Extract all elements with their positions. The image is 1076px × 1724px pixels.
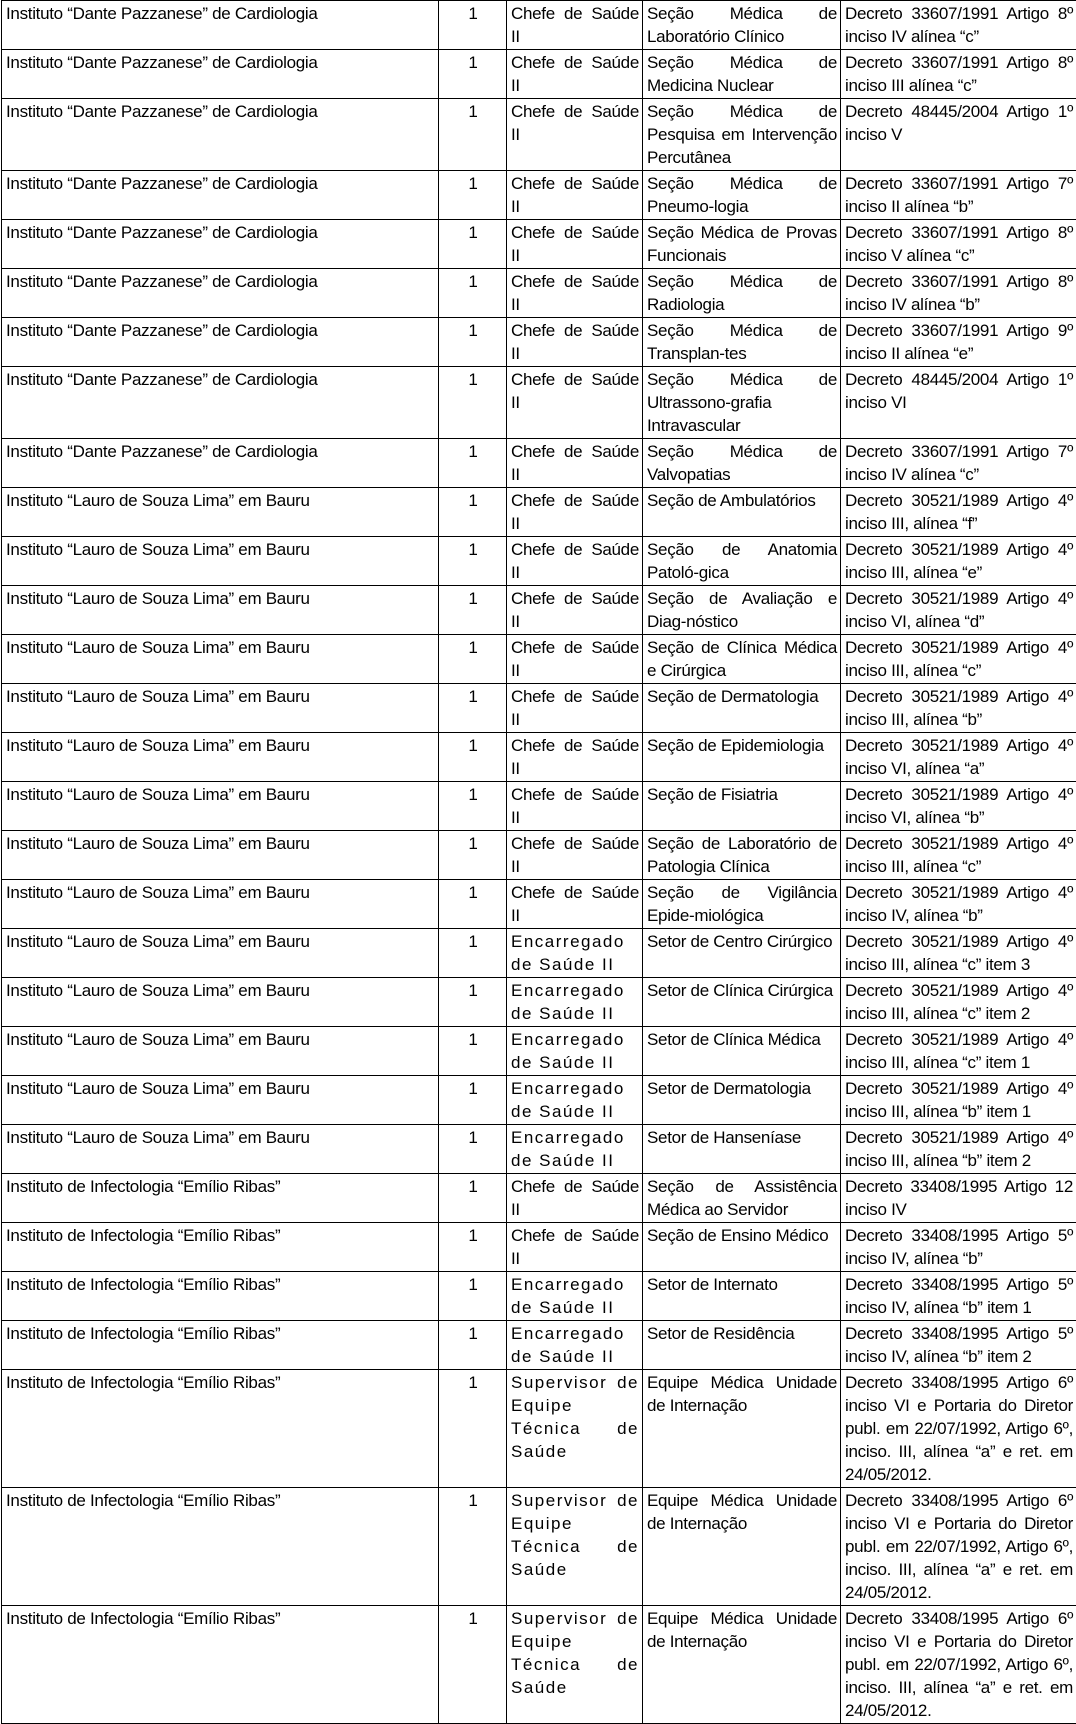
institution-cell: Instituto “Lauro de Souza Lima” em Bauru xyxy=(2,929,439,978)
institution-cell: Instituto “Dante Pazzanese” de Cardiologia xyxy=(2,171,439,220)
institution-cell: Instituto “Dante Pazzanese” de Cardiologia xyxy=(2,1,439,50)
legal-basis-cell: Decreto 33408/1995 Artigo 6º inciso VI e Portaria do Diretor publ. em 22/07/1992, Artigo 6º, inciso. III, alínea “a” e ret. em 24/05/2012. xyxy=(841,1370,1076,1488)
role-cell: Encarregado de Saúde II xyxy=(507,929,643,978)
role-cell: Encarregado de Saúde II xyxy=(507,1321,643,1370)
unit-cell: Equipe Médica Unidade de Internação xyxy=(643,1488,841,1606)
legal-basis-cell: Decreto 48445/2004 Artigo 1º inciso VI xyxy=(841,367,1076,439)
institution-cell: Instituto “Lauro de Souza Lima” em Bauru xyxy=(2,782,439,831)
quantity-cell: 1 xyxy=(439,439,507,488)
table-row xyxy=(2,1223,1076,1272)
institution-cell: Instituto “Lauro de Souza Lima” em Bauru xyxy=(2,1027,439,1076)
table-row xyxy=(2,50,1076,99)
institution-cell: Instituto de Infectologia “Emílio Ribas” xyxy=(2,1272,439,1321)
table-row xyxy=(2,99,1076,171)
quantity-cell: 1 xyxy=(439,586,507,635)
role-cell: Chefe de Saúde II xyxy=(507,318,643,367)
unit-cell: Setor de Residência xyxy=(643,1321,841,1370)
legal-basis-cell: Decreto 30521/1989 Artigo 4º inciso III, alínea “b” item 1 xyxy=(841,1076,1076,1125)
legal-basis-cell: Decreto 33607/1991 Artigo 8º inciso IV alínea “c” xyxy=(841,1,1076,50)
institution-cell: Instituto “Lauro de Souza Lima” em Bauru xyxy=(2,586,439,635)
table-row xyxy=(2,269,1076,318)
table-row xyxy=(2,220,1076,269)
unit-cell: Seção de Assistência Médica ao Servidor xyxy=(643,1174,841,1223)
quantity-cell: 1 xyxy=(439,1370,507,1488)
legal-basis-cell: Decreto 33607/1991 Artigo 8º inciso IV alínea “b” xyxy=(841,269,1076,318)
legal-basis-cell: Decreto 30521/1989 Artigo 4º inciso III, alínea “e” xyxy=(841,537,1076,586)
institution-cell: Instituto de Infectologia “Emílio Ribas” xyxy=(2,1488,439,1606)
table-row xyxy=(2,1076,1076,1125)
legal-basis-cell: Decreto 30521/1989 Artigo 4º inciso VI, alínea “b” xyxy=(841,782,1076,831)
table-row xyxy=(2,488,1076,537)
unit-cell: Seção Médica de Pneumo-logia xyxy=(643,171,841,220)
unit-cell: Seção de Epidemiologia xyxy=(643,733,841,782)
table-row xyxy=(2,635,1076,684)
institution-cell: Instituto “Lauro de Souza Lima” em Bauru xyxy=(2,1076,439,1125)
role-cell: Chefe de Saúde II xyxy=(507,831,643,880)
unit-cell: Seção de Ambulatórios xyxy=(643,488,841,537)
quantity-cell: 1 xyxy=(439,318,507,367)
table-row xyxy=(2,439,1076,488)
table-row xyxy=(2,684,1076,733)
institution-cell: Instituto “Dante Pazzanese” de Cardiologia xyxy=(2,318,439,367)
institution-cell: Instituto “Lauro de Souza Lima” em Bauru xyxy=(2,488,439,537)
quantity-cell: 1 xyxy=(439,1272,507,1321)
role-cell: Encarregado de Saúde II xyxy=(507,1125,643,1174)
institution-cell: Instituto “Lauro de Souza Lima” em Bauru xyxy=(2,684,439,733)
institution-cell: Instituto “Dante Pazzanese” de Cardiologia xyxy=(2,367,439,439)
document-sheet xyxy=(1,0,1073,1724)
quantity-cell: 1 xyxy=(439,978,507,1027)
unit-cell: Seção Médica de Transplan-tes xyxy=(643,318,841,367)
table-row xyxy=(2,1370,1076,1488)
quantity-cell: 1 xyxy=(439,831,507,880)
role-cell: Chefe de Saúde II xyxy=(507,1174,643,1223)
unit-cell: Seção Médica de Medicina Nuclear xyxy=(643,50,841,99)
table-row xyxy=(2,831,1076,880)
institution-cell: Instituto “Dante Pazzanese” de Cardiologia xyxy=(2,269,439,318)
institution-cell: Instituto “Lauro de Souza Lima” em Bauru xyxy=(2,1125,439,1174)
role-cell: Encarregado de Saúde II xyxy=(507,978,643,1027)
institution-cell: Instituto “Lauro de Souza Lima” em Bauru xyxy=(2,635,439,684)
role-cell: Chefe de Saúde II xyxy=(507,269,643,318)
unit-cell: Setor de Dermatologia xyxy=(643,1076,841,1125)
table-body xyxy=(2,1,1076,1724)
table-row xyxy=(2,171,1076,220)
table-row xyxy=(2,880,1076,929)
role-cell: Supervisor de Equipe Técnica de Saúde xyxy=(507,1370,643,1488)
unit-cell: Seção de Ensino Médico xyxy=(643,1223,841,1272)
unit-cell: Setor de Internato xyxy=(643,1272,841,1321)
quantity-cell: 1 xyxy=(439,880,507,929)
institution-cell: Instituto de Infectologia “Emílio Ribas” xyxy=(2,1223,439,1272)
unit-cell: Setor de Centro Cirúrgico xyxy=(643,929,841,978)
unit-cell: Seção Médica de Valvopatias xyxy=(643,439,841,488)
quantity-cell: 1 xyxy=(439,1125,507,1174)
institution-cell: Instituto “Lauro de Souza Lima” em Bauru xyxy=(2,880,439,929)
role-cell: Encarregado de Saúde II xyxy=(507,1076,643,1125)
institution-cell: Instituto “Lauro de Souza Lima” em Bauru xyxy=(2,978,439,1027)
quantity-cell: 1 xyxy=(439,1606,507,1724)
legal-basis-cell: Decreto 33607/1991 Artigo 7º inciso II alínea “b” xyxy=(841,171,1076,220)
institution-cell: Instituto de Infectologia “Emílio Ribas” xyxy=(2,1370,439,1488)
unit-cell: Seção de Vigilância Epide-miológica xyxy=(643,880,841,929)
role-cell: Supervisor de Equipe Técnica de Saúde xyxy=(507,1606,643,1724)
legal-basis-cell: Decreto 33607/1991 Artigo 7º inciso IV alínea “c” xyxy=(841,439,1076,488)
quantity-cell: 1 xyxy=(439,50,507,99)
table-row xyxy=(2,586,1076,635)
unit-cell: Seção Médica de Laboratório Clínico xyxy=(643,1,841,50)
quantity-cell: 1 xyxy=(439,99,507,171)
unit-cell: Seção de Dermatologia xyxy=(643,684,841,733)
role-cell: Supervisor de Equipe Técnica de Saúde xyxy=(507,1488,643,1606)
quantity-cell: 1 xyxy=(439,367,507,439)
legal-basis-cell: Decreto 30521/1989 Artigo 4º inciso III, alínea “f” xyxy=(841,488,1076,537)
legal-basis-cell: Decreto 33607/1991 Artigo 8º inciso V alínea “c” xyxy=(841,220,1076,269)
role-cell: Chefe de Saúde II xyxy=(507,439,643,488)
table-row xyxy=(2,929,1076,978)
legal-basis-cell: Decreto 48445/2004 Artigo 1º inciso V xyxy=(841,99,1076,171)
table-row xyxy=(2,1488,1076,1606)
table-row xyxy=(2,318,1076,367)
legal-basis-cell: Decreto 30521/1989 Artigo 4º inciso III, alínea “c” item 3 xyxy=(841,929,1076,978)
legal-basis-cell: Decreto 33607/1991 Artigo 9º inciso II alínea “e” xyxy=(841,318,1076,367)
unit-cell: Setor de Clínica Médica xyxy=(643,1027,841,1076)
institution-cell: Instituto “Dante Pazzanese” de Cardiologia xyxy=(2,50,439,99)
quantity-cell: 1 xyxy=(439,1076,507,1125)
legal-basis-cell: Decreto 30521/1989 Artigo 4º inciso III, alínea “b” xyxy=(841,684,1076,733)
quantity-cell: 1 xyxy=(439,782,507,831)
table-row xyxy=(2,1027,1076,1076)
legal-basis-cell: Decreto 30521/1989 Artigo 4º inciso III, alínea “b” item 2 xyxy=(841,1125,1076,1174)
legal-basis-cell: Decreto 30521/1989 Artigo 4º inciso III, alínea “c” item 1 xyxy=(841,1027,1076,1076)
role-cell: Chefe de Saúde II xyxy=(507,1,643,50)
table-row xyxy=(2,733,1076,782)
quantity-cell: 1 xyxy=(439,488,507,537)
role-cell: Chefe de Saúde II xyxy=(507,1223,643,1272)
table-row xyxy=(2,782,1076,831)
institution-cell: Instituto “Lauro de Souza Lima” em Bauru xyxy=(2,733,439,782)
unit-cell: Seção Médica de Ultrassono-grafia Intravascular xyxy=(643,367,841,439)
quantity-cell: 1 xyxy=(439,929,507,978)
legal-basis-cell: Decreto 33408/1995 Artigo 5º inciso IV, alínea “b” item 2 xyxy=(841,1321,1076,1370)
role-cell: Chefe de Saúde II xyxy=(507,171,643,220)
legal-basis-cell: Decreto 30521/1989 Artigo 4º inciso III, alínea “c” xyxy=(841,831,1076,880)
unit-cell: Seção de Avaliação e Diag-nóstico xyxy=(643,586,841,635)
unit-cell: Seção Médica de Pesquisa em Intervenção Percutânea xyxy=(643,99,841,171)
role-cell: Chefe de Saúde II xyxy=(507,684,643,733)
table-row xyxy=(2,978,1076,1027)
quantity-cell: 1 xyxy=(439,269,507,318)
legal-basis-cell: Decreto 30521/1989 Artigo 4º inciso VI, alínea “d” xyxy=(841,586,1076,635)
unit-cell: Seção Médica de Provas Funcionais xyxy=(643,220,841,269)
table-row xyxy=(2,1125,1076,1174)
legal-basis-cell: Decreto 30521/1989 Artigo 4º inciso III, alínea “c” xyxy=(841,635,1076,684)
quantity-cell: 1 xyxy=(439,220,507,269)
quantity-cell: 1 xyxy=(439,537,507,586)
table-row xyxy=(2,367,1076,439)
table-row xyxy=(2,1,1076,50)
role-cell: Chefe de Saúde II xyxy=(507,586,643,635)
legal-basis-cell: Decreto 33408/1995 Artigo 5º inciso IV, alínea “b” xyxy=(841,1223,1076,1272)
unit-cell: Seção de Fisiatria xyxy=(643,782,841,831)
legal-basis-cell: Decreto 30521/1989 Artigo 4º inciso III, alínea “c” item 2 xyxy=(841,978,1076,1027)
quantity-cell: 1 xyxy=(439,1488,507,1606)
role-cell: Chefe de Saúde II xyxy=(507,880,643,929)
table-row xyxy=(2,1272,1076,1321)
unit-cell: Seção Médica de Radiologia xyxy=(643,269,841,318)
institution-cell: Instituto de Infectologia “Emílio Ribas” xyxy=(2,1321,439,1370)
quantity-cell: 1 xyxy=(439,635,507,684)
institution-cell: Instituto “Lauro de Souza Lima” em Bauru xyxy=(2,831,439,880)
role-cell: Chefe de Saúde II xyxy=(507,733,643,782)
legal-basis-cell: Decreto 33408/1995 Artigo 5º inciso IV, alínea “b” item 1 xyxy=(841,1272,1076,1321)
role-cell: Chefe de Saúde II xyxy=(507,367,643,439)
legal-basis-cell: Decreto 33607/1991 Artigo 8º inciso III alínea “c” xyxy=(841,50,1076,99)
table-row xyxy=(2,1321,1076,1370)
unit-cell: Equipe Médica Unidade de Internação xyxy=(643,1370,841,1488)
institution-cell: Instituto “Dante Pazzanese” de Cardiologia xyxy=(2,220,439,269)
role-cell: Chefe de Saúde II xyxy=(507,99,643,171)
quantity-cell: 1 xyxy=(439,171,507,220)
unit-cell: Setor de Hanseníase xyxy=(643,1125,841,1174)
unit-cell: Setor de Clínica Cirúrgica xyxy=(643,978,841,1027)
legal-basis-cell: Decreto 30521/1989 Artigo 4º inciso IV, alínea “b” xyxy=(841,880,1076,929)
role-cell: Chefe de Saúde II xyxy=(507,635,643,684)
table-row xyxy=(2,1606,1076,1724)
role-cell: Chefe de Saúde II xyxy=(507,50,643,99)
institution-cell: Instituto de Infectologia “Emílio Ribas” xyxy=(2,1606,439,1724)
legal-basis-cell: Decreto 33408/1995 Artigo 6º inciso VI e Portaria do Diretor publ. em 22/07/1992, Artigo 6º, inciso. III, alínea “a” e ret. em 24/05/2012. xyxy=(841,1606,1076,1724)
table-row xyxy=(2,1174,1076,1223)
legal-basis-cell: Decreto 33408/1995 Artigo 12 inciso IV xyxy=(841,1174,1076,1223)
role-cell: Encarregado de Saúde II xyxy=(507,1027,643,1076)
quantity-cell: 1 xyxy=(439,1174,507,1223)
quantity-cell: 1 xyxy=(439,1223,507,1272)
positions-table xyxy=(1,0,1076,1724)
unit-cell: Seção de Laboratório de Patologia Clínica xyxy=(643,831,841,880)
institution-cell: Instituto “Lauro de Souza Lima” em Bauru xyxy=(2,537,439,586)
unit-cell: Seção de Clínica Médica e Cirúrgica xyxy=(643,635,841,684)
role-cell: Chefe de Saúde II xyxy=(507,488,643,537)
role-cell: Chefe de Saúde II xyxy=(507,782,643,831)
unit-cell: Equipe Médica Unidade de Internação xyxy=(643,1606,841,1724)
table-row xyxy=(2,537,1076,586)
quantity-cell: 1 xyxy=(439,1321,507,1370)
institution-cell: Instituto “Dante Pazzanese” de Cardiologia xyxy=(2,99,439,171)
quantity-cell: 1 xyxy=(439,733,507,782)
role-cell: Encarregado de Saúde II xyxy=(507,1272,643,1321)
quantity-cell: 1 xyxy=(439,684,507,733)
institution-cell: Instituto de Infectologia “Emílio Ribas” xyxy=(2,1174,439,1223)
institution-cell: Instituto “Dante Pazzanese” de Cardiologia xyxy=(2,439,439,488)
role-cell: Chefe de Saúde II xyxy=(507,537,643,586)
legal-basis-cell: Decreto 33408/1995 Artigo 6º inciso VI e Portaria do Diretor publ. em 22/07/1992, Artigo 6º, inciso. III, alínea “a” e ret. em 24/05/2012. xyxy=(841,1488,1076,1606)
legal-basis-cell: Decreto 30521/1989 Artigo 4º inciso VI, alínea “a” xyxy=(841,733,1076,782)
quantity-cell: 1 xyxy=(439,1,507,50)
quantity-cell: 1 xyxy=(439,1027,507,1076)
unit-cell: Seção de Anatomia Patoló-gica xyxy=(643,537,841,586)
role-cell: Chefe de Saúde II xyxy=(507,220,643,269)
